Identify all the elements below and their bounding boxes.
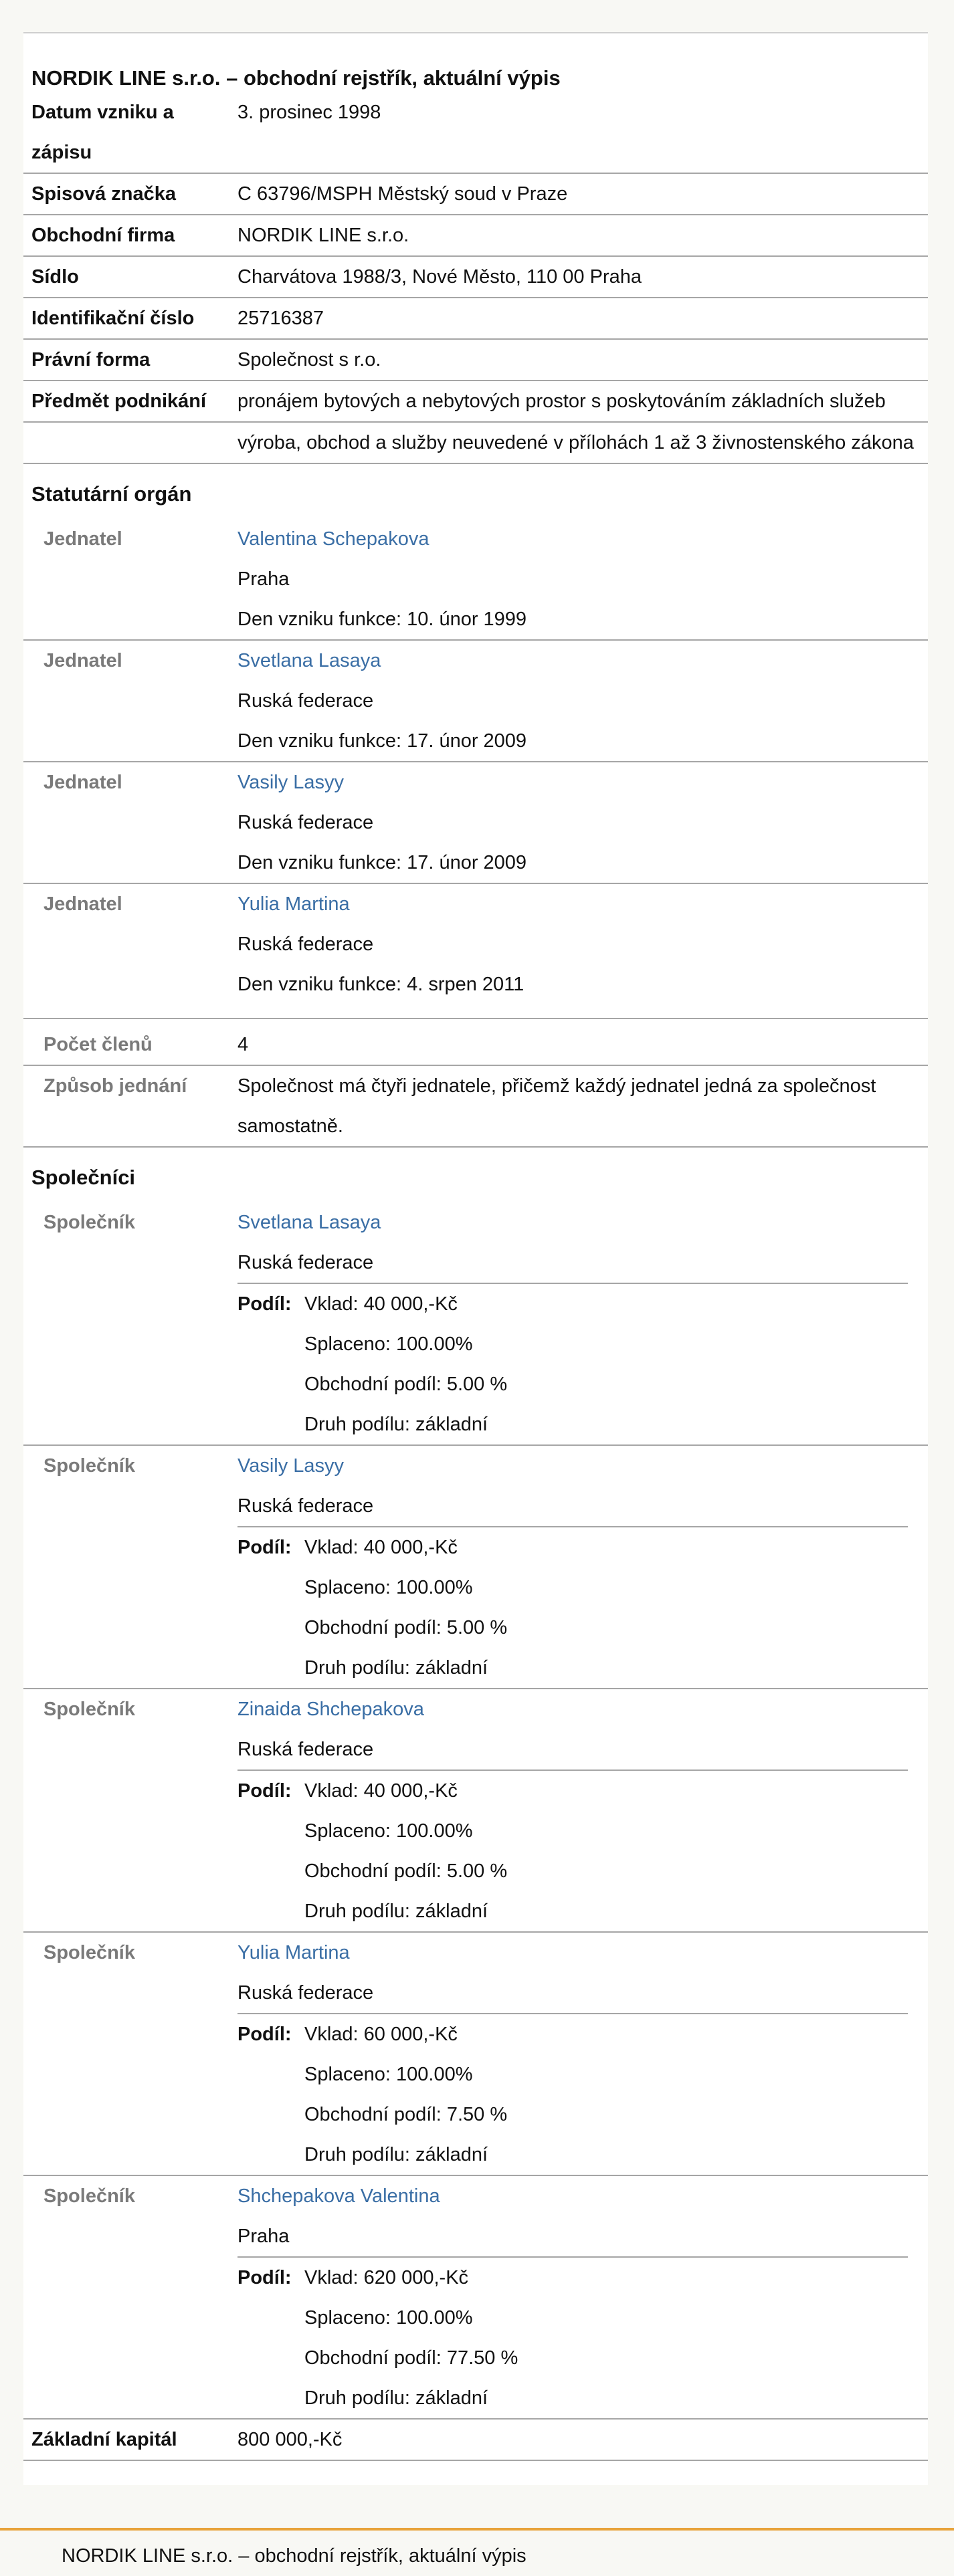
share-values <box>304 2258 908 2418</box>
predmet-item: pronájem bytových a nebytových prostor s poskytováním základních služeb <box>237 391 886 412</box>
member-place: Ruská federace <box>237 690 374 712</box>
member-name-link[interactable]: Vasily Lasyy <box>237 772 345 793</box>
value-firma: NORDIK LINE s.r.o. <box>237 225 409 246</box>
value-zpusob: Společnost má čtyři jednatele, přičemž každý jednatel jedná za společnost samostatně. <box>237 1075 876 1137</box>
label-pocet: Počet členů <box>43 1034 153 1055</box>
shareholder-details <box>237 1689 928 1931</box>
shareholder-name-link[interactable]: Vasily Lasyy <box>237 1455 345 1477</box>
row-predmet <box>23 381 928 421</box>
share-vklad: Vklad: 40 000,-Kč <box>304 1780 458 1802</box>
share-druh: Druh podílu: základní <box>304 2387 488 2409</box>
member-details <box>237 762 928 883</box>
share-values <box>304 2014 908 2175</box>
share-label: Podíl: <box>237 2024 292 2045</box>
share-splaceno: Splaceno: 100.00% <box>304 1820 473 1842</box>
member-role: Jednatel <box>43 650 122 671</box>
share-label: Podíl: <box>237 1293 292 1315</box>
share-block <box>237 1526 908 1688</box>
label-predmet: Předmět podnikání <box>31 391 207 412</box>
share-obchodni: Obchodní podíl: 77.50 % <box>304 2347 518 2369</box>
predmet-item: výroba, obchod a služby neuvedené v přílohách 1 až 3 živnostenského zákona <box>237 432 914 453</box>
shareholder-role: Společník <box>43 1942 135 1963</box>
share-block <box>237 1769 908 1931</box>
share-vklad: Vklad: 60 000,-Kč <box>304 2024 458 2045</box>
row-ico <box>23 298 928 340</box>
footer: NORDIK LINE s.r.o. – obchodní rejstřík, aktuální výpis <box>0 2528 954 2576</box>
share-obchodni: Obchodní podíl: 5.00 % <box>304 1374 508 1395</box>
share-block <box>237 1283 908 1444</box>
shareholder-role: Společník <box>43 1212 135 1233</box>
label-firma: Obchodní firma <box>31 225 175 246</box>
shareholder <box>23 1933 928 2176</box>
share-obchodni: Obchodní podíl: 5.00 % <box>304 1617 508 1638</box>
shareholder <box>23 1689 928 1933</box>
row-spis <box>23 174 928 215</box>
shareholder-role: Společník <box>43 2185 135 2207</box>
shareholder <box>23 1446 928 1689</box>
member-name-link[interactable]: Yulia Martina <box>237 893 350 915</box>
member-details <box>237 519 928 639</box>
share-block <box>237 2256 908 2418</box>
member-details <box>237 641 928 761</box>
row-forma <box>23 340 928 381</box>
shareholder-role: Společník <box>43 1455 135 1477</box>
shareholder-details <box>237 2176 928 2418</box>
member-name-link[interactable]: Svetlana Lasaya <box>237 650 381 671</box>
section-statutarni: Statutární orgán <box>31 482 192 506</box>
shareholder-name-link[interactable]: Svetlana Lasaya <box>237 1212 381 1233</box>
statutar-member <box>23 884 928 1004</box>
label-ico: Identifikační číslo <box>31 308 195 329</box>
shareholder-place: Ruská federace <box>237 1982 374 2004</box>
shareholder <box>23 1202 928 1446</box>
label-kapital: Základní kapitál <box>31 2429 177 2450</box>
member-place: Ruská federace <box>237 812 374 833</box>
shareholder-name-link[interactable]: Yulia Martina <box>237 1942 350 1963</box>
shareholder-name-link[interactable]: Zinaida Shchepakova <box>237 1699 424 1720</box>
member-since: Den vzniku funkce: 4. srpen 2011 <box>237 974 524 995</box>
share-druh: Druh podílu: základní <box>304 1414 488 1435</box>
share-splaceno: Splaceno: 100.00% <box>304 2307 473 2329</box>
spolecnici-list <box>23 1202 928 2420</box>
share-druh: Druh podílu: základní <box>304 1901 488 1922</box>
shareholder <box>23 2176 928 2420</box>
member-since: Den vzniku funkce: 17. únor 2009 <box>237 852 527 873</box>
share-druh: Druh podílu: základní <box>304 1657 488 1679</box>
value-sidlo: Charvátova 1988/3, Nové Město, 110 00 Praha <box>237 266 642 288</box>
label-spis: Spisová značka <box>31 183 176 205</box>
value-ico: 25716387 <box>237 308 324 329</box>
member-name-link[interactable]: Valentina Schepakova <box>237 528 430 550</box>
label-sidlo: Sídlo <box>31 266 79 288</box>
statutar-member <box>23 641 928 762</box>
member-role: Jednatel <box>43 528 122 550</box>
label-zpusob: Způsob jednání <box>43 1075 187 1097</box>
value-kapital: 800 000,-Kč <box>237 2429 343 2450</box>
share-label: Podíl: <box>237 1780 292 1802</box>
row-pocet <box>23 1019 928 1066</box>
share-splaceno: Splaceno: 100.00% <box>304 1577 473 1598</box>
share-block <box>237 2013 908 2175</box>
member-role: Jednatel <box>43 772 122 793</box>
shareholder-name-link[interactable]: Shchepakova Valentina <box>237 2185 440 2207</box>
member-details <box>237 884 928 1004</box>
page-title: NORDIK LINE s.r.o. – obchodní rejstřík, aktuální výpis <box>31 66 561 90</box>
shareholder-place: Ruská federace <box>237 1495 374 1517</box>
share-label: Podíl: <box>237 2267 292 2288</box>
member-role: Jednatel <box>43 893 122 915</box>
share-splaceno: Splaceno: 100.00% <box>304 1333 473 1355</box>
member-place: Praha <box>237 568 290 590</box>
label-forma: Právní forma <box>31 349 151 370</box>
share-values <box>304 1284 908 1444</box>
statutar-member <box>23 762 928 884</box>
member-since: Den vzniku funkce: 10. únor 1999 <box>237 609 527 630</box>
share-label: Podíl: <box>237 1537 292 1558</box>
row-firma <box>23 215 928 257</box>
value-datum: 3. prosinec 1998 <box>237 102 381 123</box>
shareholder-details <box>237 1933 928 2175</box>
statutar-member <box>23 519 928 641</box>
share-vklad: Vklad: 40 000,-Kč <box>304 1537 458 1558</box>
share-obchodni: Obchodní podíl: 5.00 % <box>304 1860 508 1882</box>
value-spis: C 63796/MSPH Městský soud v Praze <box>237 183 568 205</box>
row-sidlo <box>23 257 928 298</box>
shareholder-place: Ruská federace <box>237 1739 374 1760</box>
share-values <box>304 1771 908 1931</box>
share-splaceno: Splaceno: 100.00% <box>304 2064 473 2085</box>
row-datum <box>23 92 928 174</box>
member-place: Ruská federace <box>237 934 374 955</box>
shareholder-details <box>237 1202 928 1444</box>
share-obchodni: Obchodní podíl: 7.50 % <box>304 2104 508 2125</box>
statutarni-list <box>23 519 928 1004</box>
value-pocet: 4 <box>237 1034 249 1055</box>
share-vklad: Vklad: 40 000,-Kč <box>304 1293 458 1315</box>
value-forma: Společnost s r.o. <box>237 349 381 370</box>
shareholder-role: Společník <box>43 1699 135 1720</box>
register-extract <box>23 32 928 2485</box>
share-vklad: Vklad: 620 000,-Kč <box>304 2267 469 2288</box>
row-zpusob <box>23 1066 928 1148</box>
row-predmet-2 <box>23 421 928 464</box>
shareholder-details <box>237 1446 928 1688</box>
share-values <box>304 1527 908 1688</box>
share-druh: Druh podílu: základní <box>304 2144 488 2165</box>
shareholder-place: Ruská federace <box>237 1252 374 1273</box>
member-since: Den vzniku funkce: 17. únor 2009 <box>237 730 527 752</box>
shareholder-place: Praha <box>237 2226 290 2247</box>
section-spolecnici: Společníci <box>31 1166 136 1189</box>
label-datum: Datum vzniku a zápisu <box>31 102 174 163</box>
row-kapital <box>23 2420 928 2461</box>
